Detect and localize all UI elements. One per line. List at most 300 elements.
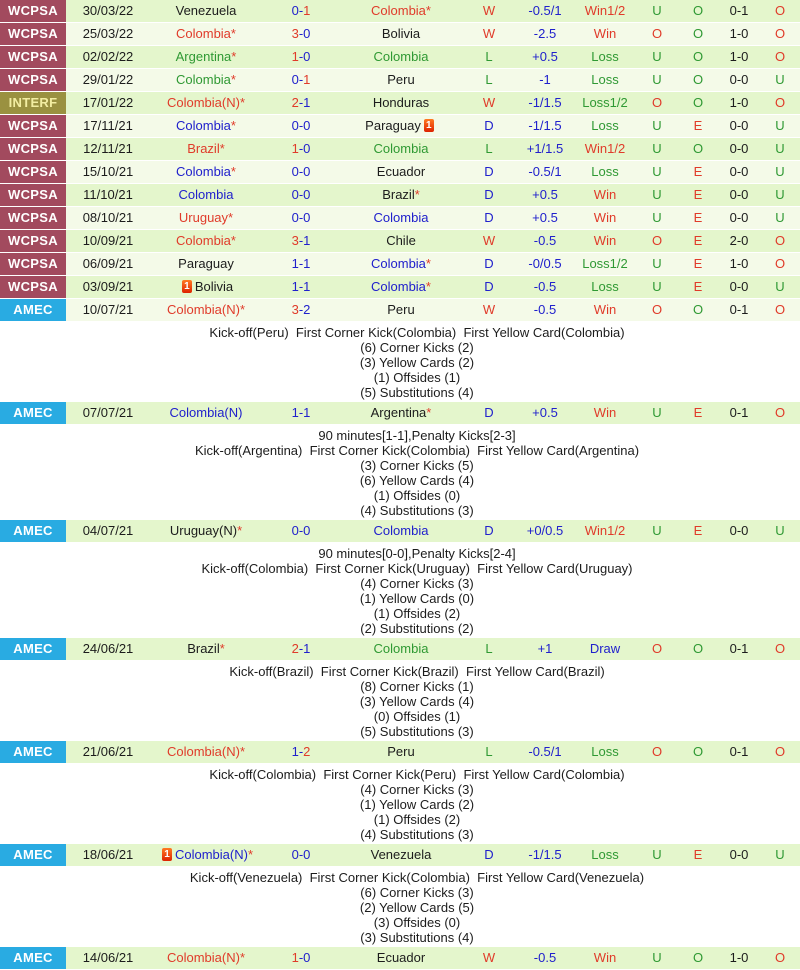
home-team[interactable] bbox=[150, 92, 262, 114]
competition-badge[interactable]: AMEC bbox=[0, 638, 66, 660]
away-team-name[interactable]: Colombia bbox=[373, 210, 429, 225]
home-goals: 0 bbox=[291, 187, 299, 202]
away-goals: 0 bbox=[303, 950, 311, 965]
competition-badge[interactable]: WCPSA bbox=[0, 138, 66, 160]
match-row[interactable] bbox=[0, 184, 800, 207]
away-team-name[interactable]: Colombia bbox=[371, 279, 426, 294]
away-team-name[interactable]: Argentina bbox=[370, 405, 427, 420]
match-row[interactable] bbox=[0, 138, 800, 161]
half-time-score: 0-0 bbox=[729, 72, 749, 87]
half-time-score: 0-1 bbox=[729, 641, 749, 656]
match-row[interactable] bbox=[0, 0, 800, 23]
score-dash: - bbox=[298, 164, 304, 179]
result-letter: L bbox=[485, 49, 493, 64]
away-team[interactable] bbox=[340, 520, 462, 542]
match-score bbox=[262, 46, 340, 68]
result-letter: W bbox=[482, 26, 496, 41]
home-team[interactable] bbox=[150, 230, 262, 252]
half-time-score: 0-0 bbox=[729, 210, 749, 225]
over-under: U bbox=[652, 279, 662, 294]
competition-badge[interactable]: WCPSA bbox=[0, 253, 66, 275]
result-letter: D bbox=[484, 405, 494, 420]
match-score bbox=[262, 23, 340, 45]
away-team[interactable] bbox=[340, 46, 462, 68]
result-letter: D bbox=[484, 210, 494, 225]
handicap-value: +0.5 bbox=[532, 405, 558, 420]
away-team-star-icon: * bbox=[425, 279, 431, 294]
handicap-result: Loss bbox=[591, 164, 619, 179]
handicap-result: Win1/2 bbox=[584, 141, 626, 156]
odd-even: O bbox=[692, 744, 704, 759]
away-team-name[interactable]: Bolivia bbox=[381, 26, 421, 41]
match-score bbox=[262, 207, 340, 229]
corner-over-under: U bbox=[775, 118, 785, 133]
corner-over-under: U bbox=[775, 279, 785, 294]
over-under: O bbox=[651, 302, 663, 317]
home-goals: 1 bbox=[291, 256, 299, 271]
home-team-star-icon: * bbox=[230, 164, 236, 179]
away-team[interactable] bbox=[340, 184, 462, 206]
home-goals: 2 bbox=[291, 95, 299, 110]
home-team[interactable] bbox=[150, 69, 262, 91]
away-team[interactable] bbox=[340, 115, 462, 137]
competition-badge[interactable]: AMEC bbox=[0, 402, 66, 424]
away-team-name[interactable]: Peru bbox=[387, 302, 415, 317]
match-row[interactable] bbox=[0, 253, 800, 276]
away-team-name[interactable]: Chile bbox=[386, 233, 416, 248]
away-goals: 0 bbox=[303, 187, 311, 202]
detail-line: 90 minutes[0-0],Penalty Kicks[2-4] bbox=[318, 546, 516, 561]
match-date: 03/09/21 bbox=[82, 279, 134, 294]
home-team-star-icon: * bbox=[219, 141, 225, 156]
home-team[interactable] bbox=[150, 23, 262, 45]
match-detail bbox=[0, 543, 800, 638]
match-row[interactable] bbox=[0, 69, 800, 92]
away-goals: 1 bbox=[303, 233, 311, 248]
away-team-name[interactable]: Peru bbox=[387, 744, 415, 759]
detail-line: (5) Substitutions (3) bbox=[360, 724, 474, 739]
match-row[interactable] bbox=[0, 299, 800, 322]
home-team-name[interactable]: Colombia(N) bbox=[169, 405, 243, 420]
home-team-star-icon: * bbox=[239, 95, 246, 110]
away-team[interactable] bbox=[340, 230, 462, 252]
detail-line: 90 minutes[1-1],Penalty Kicks[2-3] bbox=[318, 428, 516, 443]
match-row[interactable] bbox=[0, 276, 800, 299]
home-team[interactable] bbox=[150, 115, 262, 137]
red-card-icon: 1 bbox=[424, 119, 434, 132]
home-team[interactable] bbox=[150, 276, 262, 298]
match-date: 17/01/22 bbox=[82, 95, 134, 110]
match-date: 02/02/22 bbox=[82, 49, 134, 64]
away-team[interactable] bbox=[340, 253, 462, 275]
over-under: O bbox=[651, 744, 663, 759]
handicap-result: Win bbox=[593, 187, 617, 202]
handicap-result: Loss bbox=[591, 279, 619, 294]
competition-badge[interactable]: WCPSA bbox=[0, 230, 66, 252]
corner-over-under: O bbox=[774, 302, 786, 317]
away-team[interactable] bbox=[340, 23, 462, 45]
detail-line: Kick-off(Peru) First Corner Kick(Colombia) First Yellow Card(Colombia) bbox=[209, 325, 625, 340]
match-date: 10/07/21 bbox=[82, 302, 134, 317]
detail-line: (6) Yellow Cards (4) bbox=[359, 473, 475, 488]
home-team[interactable] bbox=[150, 207, 262, 229]
home-team[interactable] bbox=[150, 299, 262, 321]
away-team-name[interactable]: Brazil bbox=[382, 187, 415, 202]
detail-line: Kick-off(Colombia) First Corner Kick(Peru) First Yellow Card(Colombia) bbox=[209, 767, 625, 782]
match-date: 14/06/21 bbox=[82, 950, 134, 965]
score-dash: - bbox=[298, 847, 304, 862]
match-date: 08/10/21 bbox=[82, 210, 134, 225]
competition-badge[interactable]: AMEC bbox=[0, 844, 66, 866]
handicap-value: -0.5/1 bbox=[528, 3, 562, 18]
away-goals: 1 bbox=[303, 3, 311, 18]
result-letter: W bbox=[482, 950, 496, 965]
home-team-name[interactable]: Brazil bbox=[187, 641, 220, 656]
competition-badge[interactable]: WCPSA bbox=[0, 69, 66, 91]
detail-line: (4) Substitutions (3) bbox=[360, 827, 474, 842]
away-goals: 0 bbox=[303, 523, 311, 538]
home-team-star-icon: * bbox=[230, 26, 236, 41]
away-team[interactable] bbox=[340, 0, 462, 22]
half-time-score: 0-0 bbox=[729, 141, 749, 156]
match-date: 12/11/21 bbox=[83, 141, 133, 156]
away-team-name[interactable]: Venezuela bbox=[370, 847, 432, 862]
handicap-value: -2.5 bbox=[533, 26, 557, 41]
home-goals: 3 bbox=[291, 233, 299, 248]
home-goals: 0 bbox=[291, 523, 299, 538]
odd-even: E bbox=[693, 118, 703, 133]
corner-over-under: U bbox=[775, 847, 785, 862]
match-date: 10/09/21 bbox=[82, 233, 134, 248]
handicap-result: Loss bbox=[591, 744, 619, 759]
home-team[interactable] bbox=[150, 253, 262, 275]
handicap-result: Win bbox=[593, 210, 617, 225]
over-under: O bbox=[651, 95, 663, 110]
detail-line: Kick-off(Brazil) First Corner Kick(Brazil) First Yellow Card(Brazil) bbox=[229, 664, 605, 679]
detail-line: (4) Corner Kicks (3) bbox=[360, 576, 474, 591]
handicap-result: Win bbox=[593, 233, 617, 248]
away-team-name[interactable]: Paraguay bbox=[365, 118, 421, 133]
away-team-star-icon: * bbox=[425, 3, 431, 18]
handicap-result: Win1/2 bbox=[584, 3, 626, 18]
detail-line: (0) Offsides (1) bbox=[373, 709, 461, 724]
match-date: 18/06/21 bbox=[82, 847, 134, 862]
match-row[interactable] bbox=[0, 46, 800, 69]
home-team-name[interactable]: Colombia bbox=[178, 187, 234, 202]
over-under: U bbox=[652, 164, 662, 179]
home-team-name[interactable]: Bolivia bbox=[194, 279, 234, 294]
competition-badge[interactable]: WCPSA bbox=[0, 161, 66, 183]
match-row[interactable] bbox=[0, 207, 800, 230]
home-team[interactable] bbox=[150, 402, 262, 424]
match-date: 17/11/21 bbox=[83, 118, 133, 133]
home-team[interactable] bbox=[150, 844, 262, 866]
detail-line: (1) Yellow Cards (0) bbox=[359, 591, 475, 606]
home-team-name[interactable]: Colombia(N) bbox=[166, 950, 240, 965]
handicap-result: Loss bbox=[591, 847, 619, 862]
handicap-value: +0.5 bbox=[532, 187, 558, 202]
competition-badge[interactable]: WCPSA bbox=[0, 0, 66, 22]
home-team-name[interactable]: Colombia bbox=[176, 164, 231, 179]
away-team[interactable] bbox=[340, 138, 462, 160]
match-row[interactable] bbox=[0, 161, 800, 184]
half-time-score: 0-0 bbox=[729, 523, 749, 538]
away-team-name[interactable]: Peru bbox=[387, 72, 415, 87]
away-team-name[interactable]: Honduras bbox=[372, 95, 430, 110]
match-date: 21/06/21 bbox=[82, 744, 134, 759]
match-row[interactable] bbox=[0, 844, 800, 867]
away-goals: 0 bbox=[303, 49, 311, 64]
away-team[interactable] bbox=[340, 207, 462, 229]
match-row[interactable] bbox=[0, 230, 800, 253]
detail-line: (3) Yellow Cards (2) bbox=[359, 355, 475, 370]
match-row[interactable] bbox=[0, 23, 800, 46]
match-score bbox=[262, 253, 340, 275]
away-team[interactable] bbox=[340, 638, 462, 660]
handicap-value: -0.5 bbox=[533, 302, 557, 317]
corner-over-under: O bbox=[774, 256, 786, 271]
away-team[interactable] bbox=[340, 741, 462, 763]
away-team[interactable] bbox=[340, 69, 462, 91]
away-team[interactable] bbox=[340, 161, 462, 183]
over-under: U bbox=[652, 118, 662, 133]
half-time-score: 1-0 bbox=[729, 95, 749, 110]
detail-line: Kick-off(Venezuela) First Corner Kick(Colombia) First Yellow Card(Venezuela) bbox=[189, 870, 645, 885]
result-letter: D bbox=[484, 118, 494, 133]
away-team-star-icon: * bbox=[414, 187, 420, 202]
match-score bbox=[262, 638, 340, 660]
corner-over-under: U bbox=[775, 141, 785, 156]
handicap-value: -0.5/1 bbox=[528, 164, 562, 179]
away-team-name[interactable]: Colombia bbox=[371, 3, 426, 18]
score-dash: - bbox=[298, 279, 304, 294]
home-team[interactable] bbox=[150, 741, 262, 763]
match-date: 11/10/21 bbox=[83, 187, 133, 202]
detail-line: (3) Yellow Cards (4) bbox=[359, 694, 475, 709]
home-team-star-icon: * bbox=[247, 847, 254, 862]
half-time-score: 0-1 bbox=[729, 302, 749, 317]
match-date: 24/06/21 bbox=[82, 641, 134, 656]
detail-line: (3) Corner Kicks (5) bbox=[360, 458, 474, 473]
match-score bbox=[262, 161, 340, 183]
home-team-name[interactable]: Colombia(N) bbox=[166, 95, 240, 110]
detail-line: (1) Offsides (1) bbox=[373, 370, 461, 385]
handicap-value: -1/1.5 bbox=[528, 118, 562, 133]
handicap-result: Loss bbox=[591, 49, 619, 64]
match-score bbox=[262, 115, 340, 137]
match-detail bbox=[0, 425, 800, 520]
handicap-value: +0.5 bbox=[532, 49, 558, 64]
score-dash: - bbox=[298, 641, 304, 656]
handicap-value: -0.5 bbox=[533, 950, 557, 965]
home-team-star-icon: * bbox=[239, 950, 246, 965]
handicap-value: -1/1.5 bbox=[528, 95, 562, 110]
home-goals: 0 bbox=[291, 164, 299, 179]
match-score bbox=[262, 299, 340, 321]
away-team[interactable] bbox=[340, 402, 462, 424]
home-team-name[interactable]: Colombia(N) bbox=[166, 744, 240, 759]
match-date: 29/01/22 bbox=[82, 72, 134, 87]
home-team[interactable] bbox=[150, 138, 262, 160]
result-letter: W bbox=[482, 3, 496, 18]
detail-line: Kick-off(Colombia) First Corner Kick(Uruguay) First Yellow Card(Uruguay) bbox=[201, 561, 633, 576]
match-score bbox=[262, 0, 340, 22]
home-team[interactable] bbox=[150, 46, 262, 68]
away-team[interactable] bbox=[340, 844, 462, 866]
away-goals: 0 bbox=[303, 26, 311, 41]
competition-badge[interactable]: WCPSA bbox=[0, 276, 66, 298]
match-detail bbox=[0, 322, 800, 402]
away-team-star-icon: * bbox=[425, 256, 431, 271]
corner-over-under: O bbox=[774, 641, 786, 656]
corner-over-under: U bbox=[775, 187, 785, 202]
home-team-name[interactable]: Argentina bbox=[175, 49, 232, 64]
handicap-value: -0.5 bbox=[533, 279, 557, 294]
match-row[interactable] bbox=[0, 115, 800, 138]
match-date: 06/09/21 bbox=[82, 256, 134, 271]
home-team-star-icon: * bbox=[230, 233, 236, 248]
match-score bbox=[262, 184, 340, 206]
match-row[interactable] bbox=[0, 92, 800, 115]
half-time-score: 1-0 bbox=[729, 950, 749, 965]
home-team-star-icon: * bbox=[239, 302, 246, 317]
detail-line: (1) Offsides (2) bbox=[373, 812, 461, 827]
handicap-value: -1/1.5 bbox=[528, 847, 562, 862]
competition-badge[interactable]: AMEC bbox=[0, 741, 66, 763]
match-date: 04/07/21 bbox=[82, 523, 134, 538]
match-row[interactable] bbox=[0, 741, 800, 764]
over-under: O bbox=[651, 26, 663, 41]
home-team[interactable] bbox=[150, 638, 262, 660]
away-team[interactable] bbox=[340, 947, 462, 969]
match-score bbox=[262, 92, 340, 114]
handicap-value: +1/1.5 bbox=[526, 141, 564, 156]
home-team-star-icon: * bbox=[231, 49, 237, 64]
away-team-name[interactable]: Ecuador bbox=[376, 950, 426, 965]
competition-badge[interactable]: AMEC bbox=[0, 520, 66, 542]
home-team[interactable] bbox=[150, 520, 262, 542]
match-row[interactable] bbox=[0, 402, 800, 425]
away-team-name[interactable]: Colombia bbox=[373, 523, 429, 538]
home-team-star-icon: * bbox=[239, 744, 246, 759]
corner-over-under: O bbox=[774, 405, 786, 420]
home-team[interactable] bbox=[150, 161, 262, 183]
corner-over-under: O bbox=[774, 95, 786, 110]
away-team[interactable] bbox=[340, 276, 462, 298]
match-score bbox=[262, 230, 340, 252]
competition-badge[interactable]: WCPSA bbox=[0, 184, 66, 206]
competition-badge[interactable]: AMEC bbox=[0, 299, 66, 321]
competition-badge[interactable]: INTERF bbox=[0, 92, 66, 114]
over-under: U bbox=[652, 256, 662, 271]
competition-badge[interactable]: WCPSA bbox=[0, 115, 66, 137]
home-team-name[interactable]: Uruguay(N) bbox=[169, 523, 238, 538]
handicap-value: +1 bbox=[537, 641, 553, 656]
away-goals: 0 bbox=[303, 847, 311, 862]
competition-badge[interactable]: AMEC bbox=[0, 947, 66, 969]
score-dash: - bbox=[298, 233, 304, 248]
home-team-name[interactable]: Uruguay bbox=[178, 210, 229, 225]
over-under: U bbox=[652, 847, 662, 862]
competition-badge[interactable]: WCPSA bbox=[0, 23, 66, 45]
home-team-name[interactable]: Colombia(N) bbox=[174, 847, 248, 862]
away-team[interactable] bbox=[340, 299, 462, 321]
result-letter: D bbox=[484, 164, 494, 179]
result-letter: L bbox=[485, 72, 493, 87]
half-time-score: 0-1 bbox=[729, 744, 749, 759]
handicap-result: Win bbox=[593, 950, 617, 965]
handicap-value: +0.5 bbox=[532, 210, 558, 225]
match-row[interactable] bbox=[0, 520, 800, 543]
home-team[interactable] bbox=[150, 947, 262, 969]
odd-even: O bbox=[692, 3, 704, 18]
score-dash: - bbox=[298, 141, 304, 156]
away-team-name[interactable]: Colombia bbox=[373, 49, 429, 64]
home-team-star-icon: * bbox=[230, 118, 236, 133]
match-detail bbox=[0, 661, 800, 741]
away-team-name[interactable]: Ecuador bbox=[376, 164, 426, 179]
result-letter: D bbox=[484, 523, 494, 538]
competition-badge[interactable]: WCPSA bbox=[0, 207, 66, 229]
detail-line: (1) Yellow Cards (2) bbox=[359, 797, 475, 812]
odd-even: E bbox=[693, 233, 703, 248]
home-team-name[interactable]: Colombia bbox=[176, 72, 231, 87]
home-team[interactable] bbox=[150, 184, 262, 206]
home-team-name[interactable]: Paraguay bbox=[178, 256, 234, 271]
over-under: U bbox=[652, 49, 662, 64]
handicap-value: -0.5 bbox=[533, 233, 557, 248]
home-team-name[interactable]: Colombia bbox=[176, 26, 231, 41]
detail-line: (1) Offsides (2) bbox=[373, 606, 461, 621]
score-dash: - bbox=[298, 49, 304, 64]
home-goals: 0 bbox=[291, 3, 299, 18]
home-team-name[interactable]: Colombia bbox=[176, 118, 231, 133]
match-score bbox=[262, 276, 340, 298]
match-row[interactable] bbox=[0, 947, 800, 970]
detail-line: (6) Corner Kicks (2) bbox=[360, 340, 474, 355]
handicap-result: Win bbox=[593, 302, 617, 317]
away-goals: 1 bbox=[303, 256, 311, 271]
home-team-name[interactable]: Colombia(N) bbox=[166, 302, 240, 317]
score-dash: - bbox=[298, 3, 304, 18]
away-team[interactable] bbox=[340, 92, 462, 114]
odd-even: E bbox=[693, 187, 703, 202]
match-date: 07/07/21 bbox=[82, 405, 134, 420]
home-team-star-icon: * bbox=[219, 641, 225, 656]
home-goals: 0 bbox=[291, 847, 299, 862]
home-team[interactable] bbox=[150, 0, 262, 22]
away-goals: 0 bbox=[303, 210, 311, 225]
match-row[interactable] bbox=[0, 638, 800, 661]
match-score bbox=[262, 520, 340, 542]
match-score bbox=[262, 69, 340, 91]
away-goals: 2 bbox=[303, 744, 311, 759]
away-team-name[interactable]: Colombia bbox=[373, 141, 429, 156]
score-dash: - bbox=[298, 95, 304, 110]
home-team-name[interactable]: Brazil bbox=[187, 141, 220, 156]
away-team-name[interactable]: Colombia bbox=[373, 641, 429, 656]
score-dash: - bbox=[298, 26, 304, 41]
home-team-name[interactable]: Venezuela bbox=[175, 3, 237, 18]
home-team-name[interactable]: Colombia bbox=[176, 233, 231, 248]
away-team-star-icon: * bbox=[426, 405, 432, 420]
detail-line: (4) Substitutions (3) bbox=[360, 503, 474, 518]
detail-line: (1) Offsides (0) bbox=[373, 488, 461, 503]
competition-badge[interactable]: WCPSA bbox=[0, 46, 66, 68]
score-dash: - bbox=[298, 210, 304, 225]
corner-over-under: O bbox=[774, 233, 786, 248]
away-team-name[interactable]: Colombia bbox=[371, 256, 426, 271]
